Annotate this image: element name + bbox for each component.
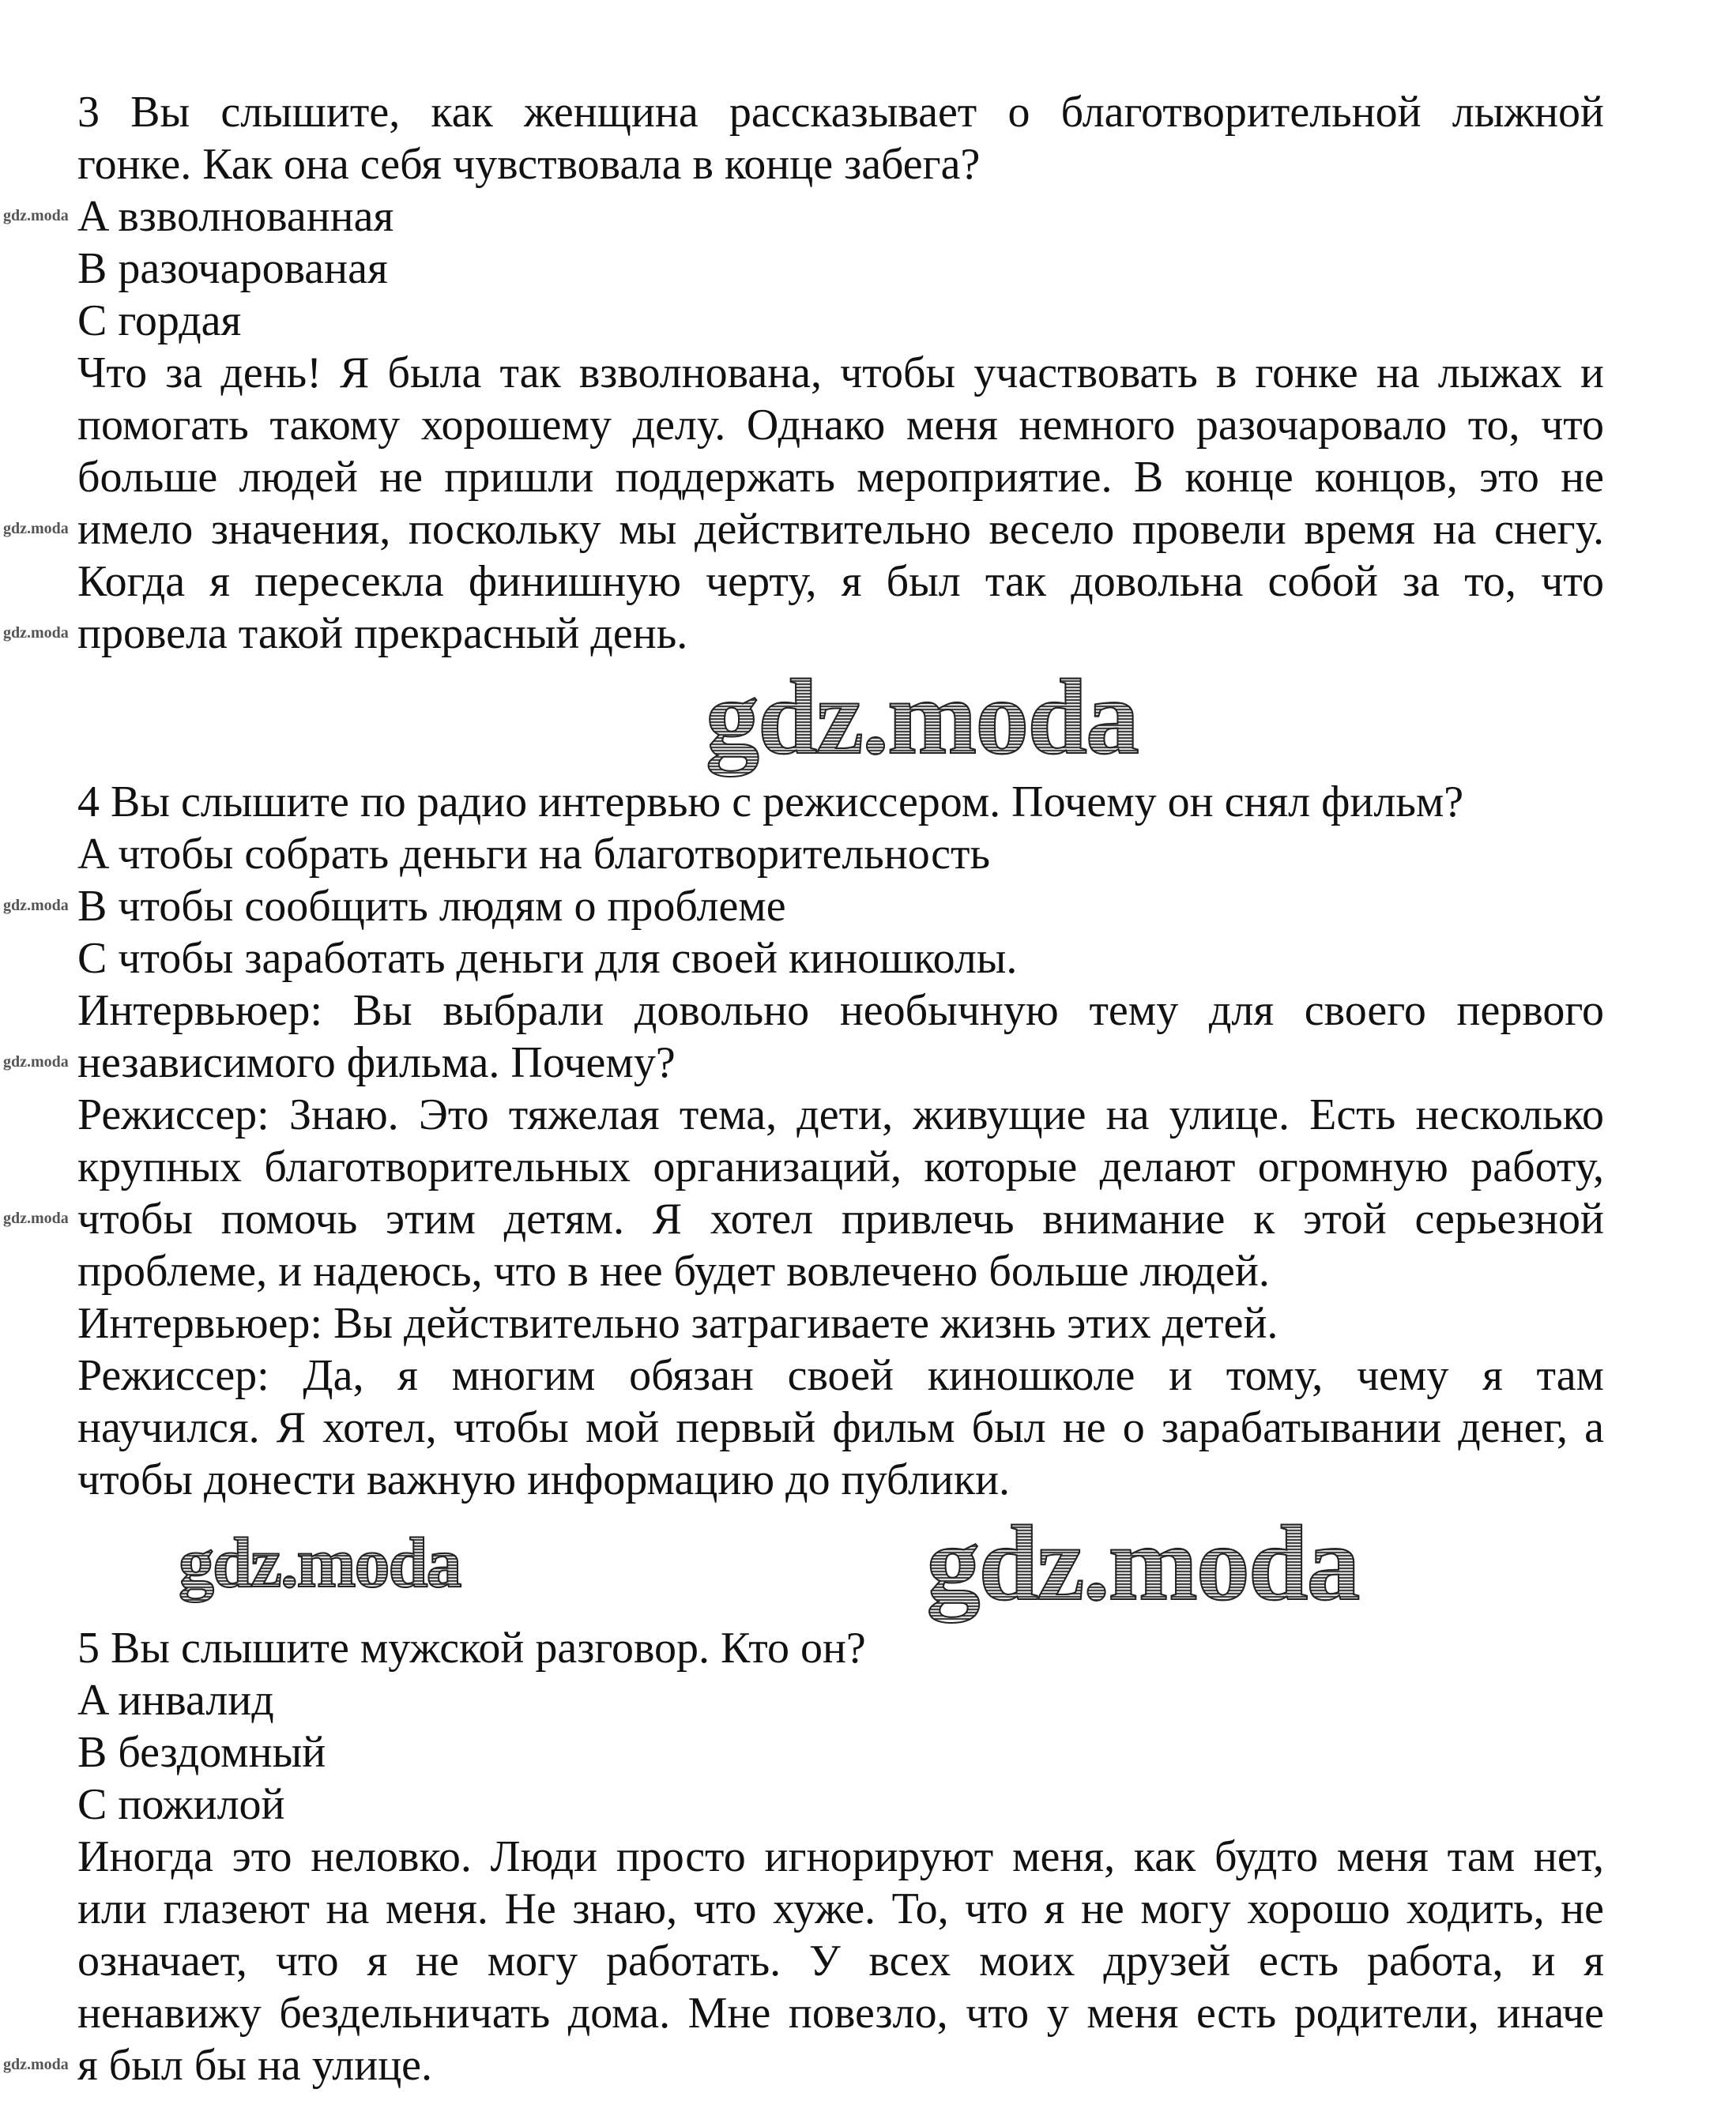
answer-option: C чтобы заработать деньги для своей киношколы. [77,933,1018,983]
transcript-line: Режиссер: Знаю. Это тяжелая тема, дети, живущие на улице. Есть несколько [77,1090,1604,1139]
answer-option: C гордая [77,296,242,345]
transcript-line: ненавижу бездельничать дома. Мне повезло, что у меня есть родители, иначе [77,1988,1604,2038]
blank-line [77,1506,1604,1622]
transcript-line: помогать такому хорошему делу. Однако меня немного разочаровало то, что [77,401,1604,450]
transcript-line: проблеме, и надеюсь, что в нее будет вовлечено больше людей. [77,1246,1270,1296]
watermark-small: gdz.moda [3,2055,69,2073]
watermark-small: gdz.moda [3,1209,69,1227]
transcript-line: Интервьюер: Вы действительно затрагиваете жизнь этих детей. [77,1298,1278,1348]
question-line: 5 Вы слышите мужской разговор. Кто он? [77,1623,866,1673]
watermark-small: gdz.moda [3,896,69,914]
transcript-line: чтобы донести важную информацию до публики. [77,1455,1011,1504]
watermark-small: gdz.moda [3,520,69,537]
answer-option: A взволнованная gdz.moda [3,192,394,241]
answer-option: C пожилой [77,1779,285,1829]
question-line: гонке. Как она себя чувствовала в конце забега? [77,140,981,189]
transcript-line: независимого фильма. Почему? gdz.moda [3,1037,676,1087]
watermark-small: gdz.moda [3,1052,69,1071]
transcript-line: Иногда это неловко. Люди просто игнорируют меня, как будто меня там нет, [77,1831,1604,1881]
transcript-line: Интервьюер: Вы выбрали довольно необычную тему для своего первого [77,985,1604,1035]
transcript-line: имело значения, поскольку мы действительно весело провели время на снегу. gdz.moda [3,505,1604,554]
transcript-line: я был бы на улице. gdz.moda [3,2040,433,2090]
answer-option: B разочарованая [77,244,388,293]
transcript-line: крупных благотворительных организаций, которые делают огромную работу, [77,1142,1604,1191]
transcript-line: провела такой прекрасный день. gdz.moda [3,609,688,658]
transcript-line: Что за день! Я была так взволнована, чтобы участвовать в гонке на лыжах и [77,348,1604,397]
transcript-line: Режиссер: Да, я многим обязан своей киношколе и тому, чему я там [77,1350,1604,1400]
watermark-small: gdz.moda [3,624,69,642]
answer-option: B чтобы сообщить людям о проблеме gdz.moda [3,881,786,931]
question-line: 4 Вы слышите по радио интервью с режиссером. Почему он снял фильм? [77,777,1464,826]
transcript-line: означает, что я не могу работать. У всех моих друзей есть работа, и я [77,1936,1604,1986]
transcript-line: или глазеют на меня. Не знаю, что хуже. То, что я не могу хорошо ходить, не [77,1884,1604,1933]
transcript-line: больше людей не пришли поддержать мероприятие. В конце концов, это не [77,453,1604,502]
transcript-line: Когда я пересекла финишную черту, я был так довольна собой за то, что [77,557,1604,606]
answer-option: B бездомный [77,1727,326,1777]
watermark-small: gdz.moda [3,207,69,224]
transcript-line: научился. Я хотел, чтобы мой первый фильм был не о зарабатывании денег, а [77,1402,1604,1452]
watermark: gdz.moda [926,1504,1359,1623]
transcript-line: чтобы помочь этим детям. Я хотел привлечь внимание к этой серьезной gdz.moda [3,1194,1604,1244]
question-line: 3 Вы слышите, как женщина рассказывает о благотворительной лыжной [77,88,1604,137]
document-body [3,0,1604,2123]
watermark: gdz.moda [706,658,1138,777]
answer-option: A инвалид [77,1675,274,1725]
blank-line [77,660,1604,776]
watermark: gdz.moda [179,1523,461,1602]
answer-option: A чтобы собрать деньги на благотворительность [77,829,991,879]
